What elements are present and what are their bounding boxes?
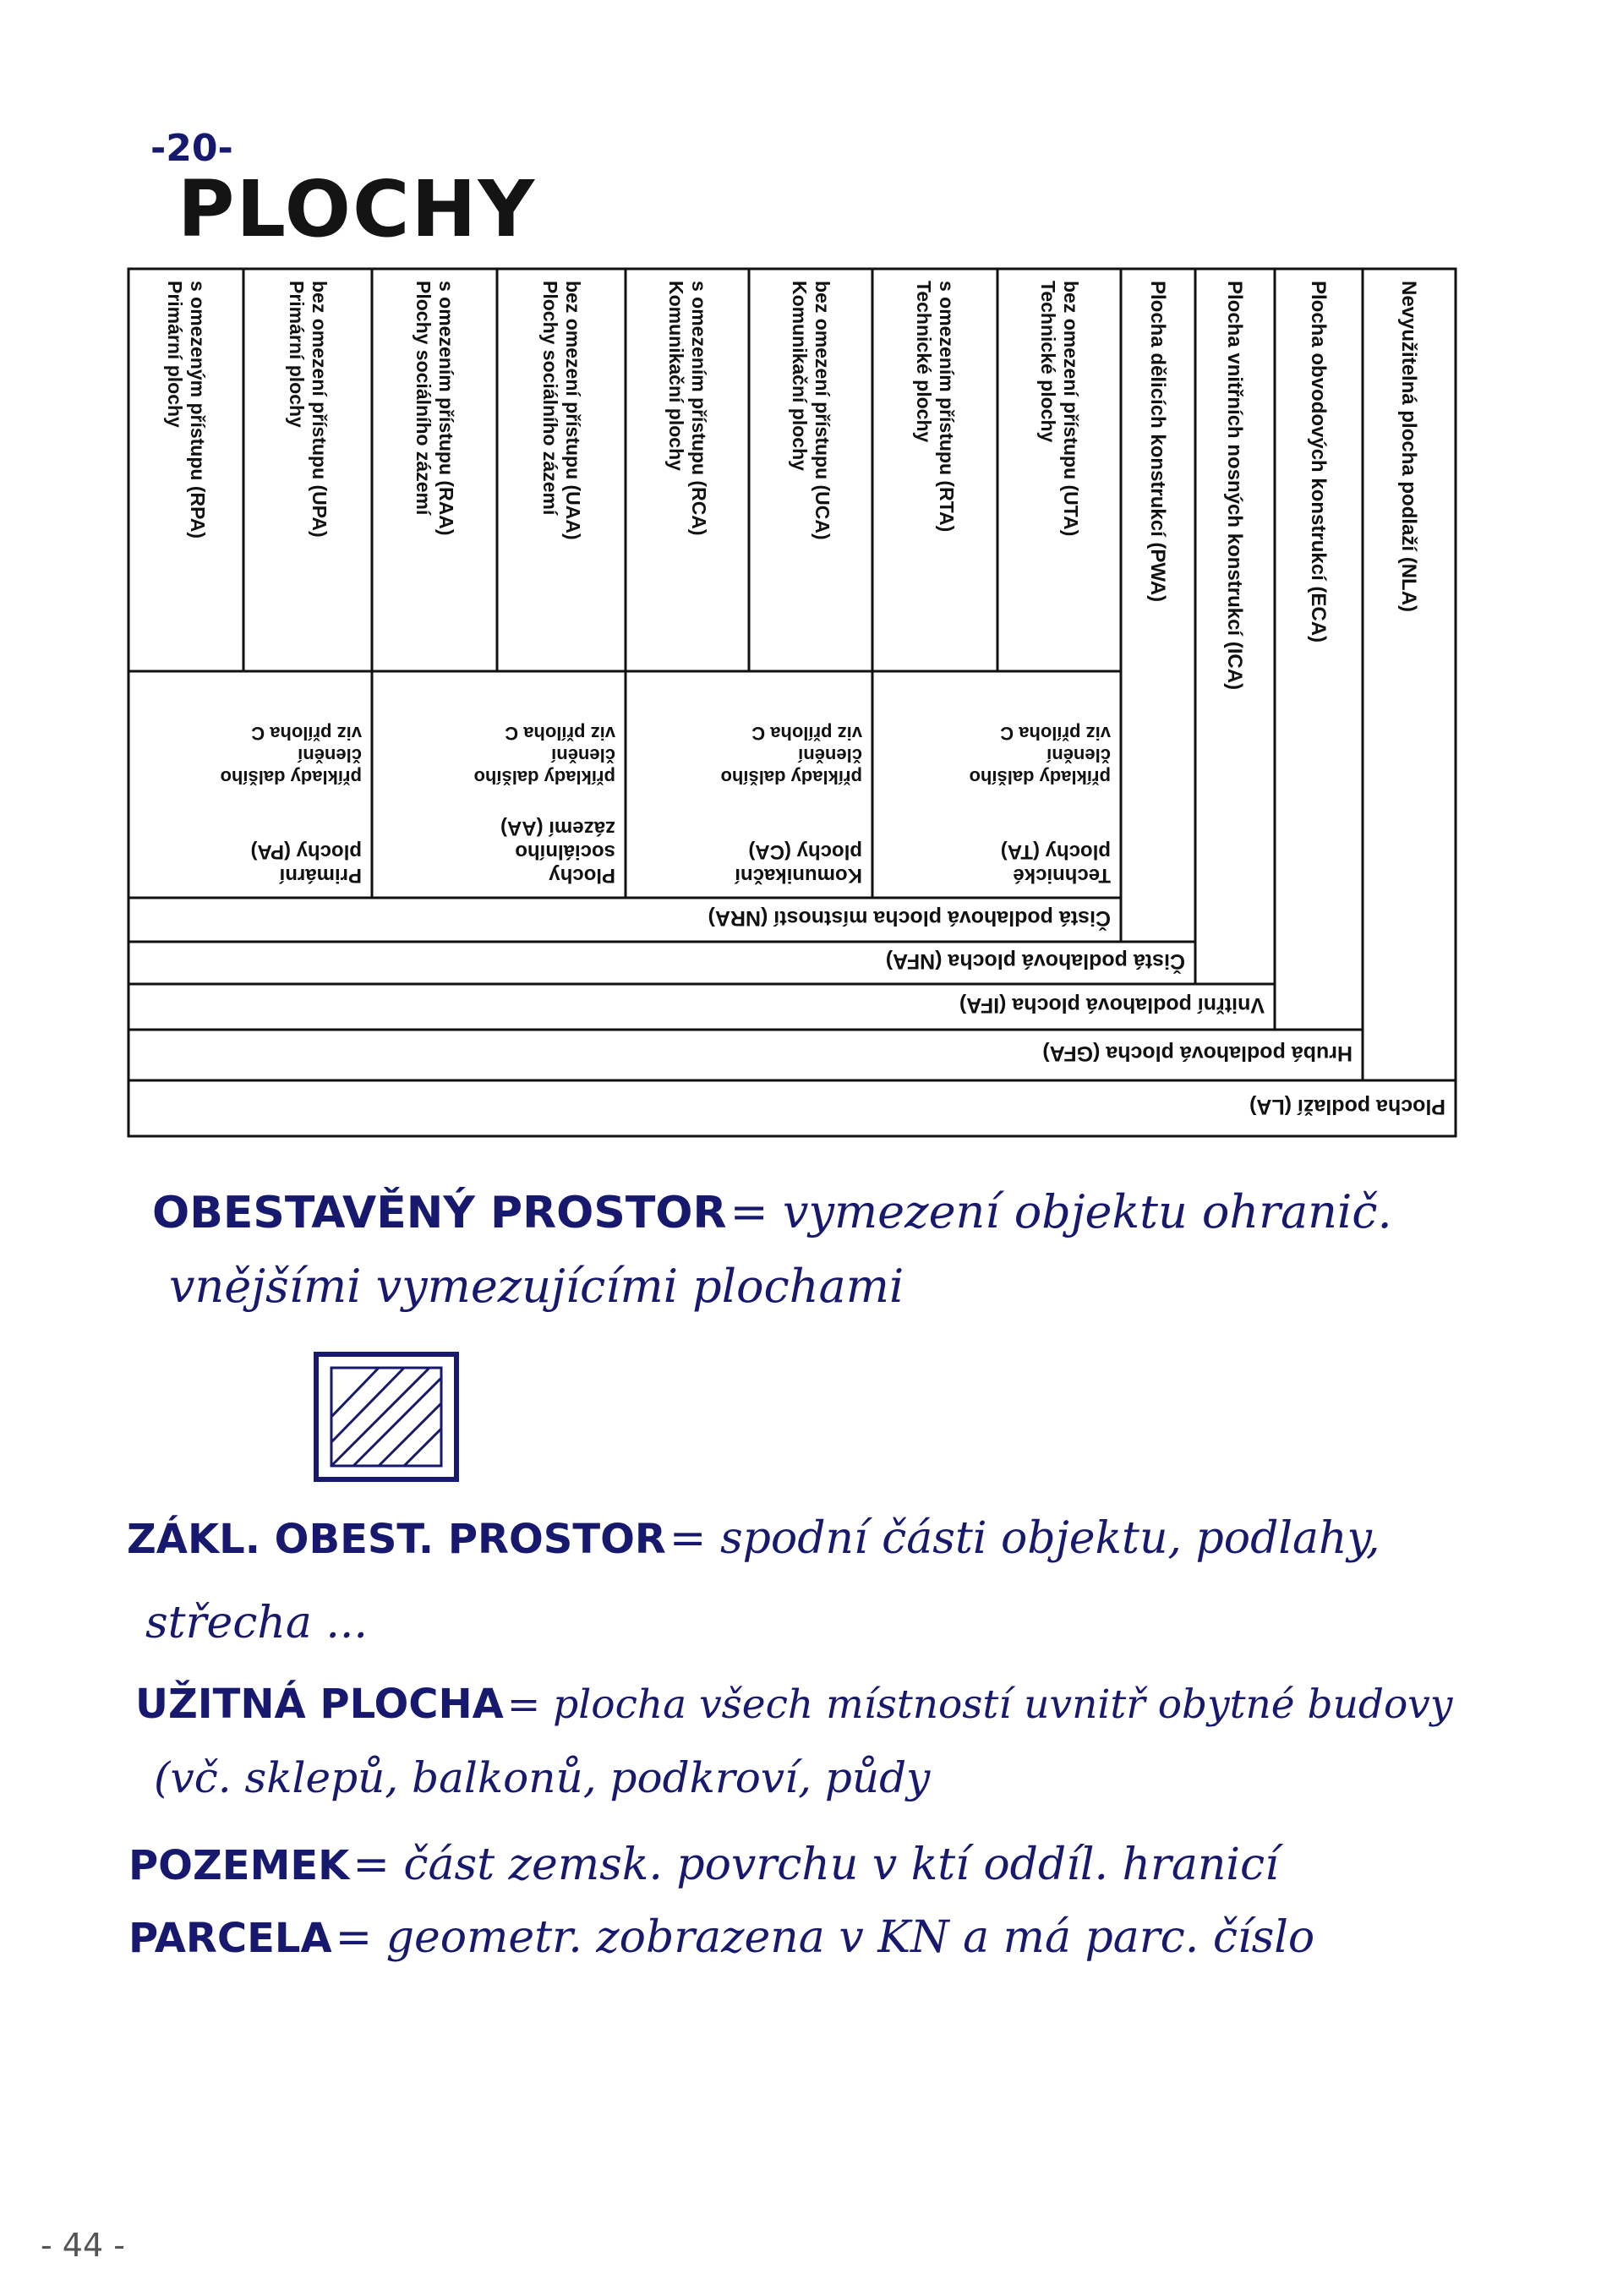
group-note-text: příklady dalšího [220, 767, 362, 788]
header-column-label [1146, 281, 1169, 602]
row-label-text: Plocha podlaží (LA) [1249, 1095, 1445, 1118]
header-text: Plochy sociálního zázemí [538, 281, 561, 516]
group-name-label [734, 840, 862, 887]
note-definition: = část zemsk. povrchu v ktí oddíl. hranicí [352, 1840, 1279, 1890]
header-text: Plocha dělicích konstrukcí (PWA) [1146, 281, 1169, 603]
group-name-text: Plochy [549, 864, 615, 887]
note-continuation: (vč. sklepů, balkonů, podkroví, půdy [154, 1753, 931, 1802]
row-label [886, 949, 1185, 975]
note-pozemek [128, 1840, 1279, 1890]
diagram-labels [164, 281, 1445, 1118]
group-name-label [500, 817, 615, 887]
header-text: Primární plochy [163, 281, 186, 428]
header-column-label [665, 281, 710, 536]
header-column-label [164, 281, 209, 538]
header-text: s omezením přístupu (RTA) [935, 281, 958, 533]
header-column-label [913, 281, 958, 532]
row-label [708, 906, 1111, 932]
note-continuation: střecha ... [145, 1598, 368, 1648]
note-uzitna-plocha [135, 1681, 1452, 1728]
note-obestaveny-prostor [152, 1185, 1392, 1238]
header-text: s omezeným přístupu (RPA) [186, 281, 209, 538]
note-parcela [128, 1912, 1314, 1963]
header-text: Komunikační plochy [664, 281, 687, 471]
group-note-text: příklady dalšího [720, 767, 862, 788]
group-note-text: viz příloha C [251, 723, 362, 744]
row-label-text: Čistá podlahová plocha místností (NRA) [708, 906, 1111, 930]
note-definition: = vymezení objektu ohranič. [730, 1185, 1392, 1238]
group-name-text: plochy (CA) [748, 840, 862, 863]
group-name-text: plochy (PA) [250, 840, 362, 863]
note-definition: = plocha všech místností uvnitř obytné budovy [506, 1681, 1453, 1728]
group-note-label [970, 723, 1112, 788]
row-label-text: Vnitřní podlahová plocha (IFA) [959, 993, 1265, 1017]
row-label-text: Čistá podlahová plocha (NFA) [885, 949, 1185, 973]
group-note-text: členění [298, 745, 362, 766]
group-name-text: plochy (TA) [1000, 840, 1111, 863]
note-term: UŽITNÁ PLOCHA [135, 1681, 504, 1728]
header-text: Technické plochy [1036, 281, 1059, 443]
group-name-label [1001, 840, 1111, 887]
page-index-mark: -20- [150, 127, 233, 170]
header-text: Plocha obvodových konstrukcí (ECA) [1307, 281, 1330, 643]
header-text: Nevyužitelná plocha podlaží (NLA) [1397, 281, 1420, 613]
row-label [1249, 1095, 1445, 1118]
header-column-label [1397, 281, 1420, 612]
header-text: Komunikační plochy [788, 281, 811, 471]
group-note-text: viz příloha C [1000, 723, 1111, 744]
group-note-label [474, 723, 616, 788]
header-column-label [286, 281, 331, 538]
note-definition: = geometr. zobrazena v KN a má parc. číslo [335, 1912, 1315, 1963]
group-note-text: viz příloha C [751, 723, 862, 744]
header-text: Technické plochy [912, 281, 935, 443]
group-note-text: členění [551, 745, 615, 766]
header-text: Plocha vnitřních nosných konstrukcí (ICA) [1223, 281, 1246, 691]
header-text: bez omezení přístupu (UPA) [308, 281, 331, 538]
page-number: - 44 - [41, 2227, 125, 2264]
header-text: bez omezení přístupu (UCA) [811, 281, 833, 540]
group-name-text: Primární [279, 864, 362, 887]
group-name-label [250, 840, 362, 887]
group-note-text: příklady dalšího [969, 767, 1111, 788]
note-term: PARCELA [128, 1915, 332, 1962]
header-column-label [539, 281, 584, 540]
row-label-text: Hrubá podlahová plocha (GFA) [1042, 1041, 1352, 1065]
group-name-text: zázemí (AA) [500, 817, 615, 839]
header-text: Plochy sociálního zázemí [412, 281, 434, 516]
header-text: Primární plochy [285, 281, 308, 428]
note-definition: = spodní části objektu, podlahy, [669, 1513, 1380, 1564]
header-text: bez omezení přístupu (UAA) [561, 281, 584, 540]
header-column-label [1307, 281, 1330, 642]
group-name-text: sociálního [515, 840, 615, 863]
group-note-label [221, 723, 363, 788]
row-label [959, 993, 1265, 1017]
header-text: s omezením přístupu (RAA) [434, 281, 457, 536]
group-note-text: členění [798, 745, 862, 766]
note-continuation: vnějšími vymezujícími plochami [169, 1260, 904, 1313]
note-term: ZÁKL. OBEST. PROSTOR [127, 1516, 666, 1563]
group-note-text: členění [1046, 745, 1111, 766]
hatched-square-sketch [311, 1349, 463, 1484]
note-term: POZEMEK [128, 1842, 350, 1889]
header-column-label [413, 281, 457, 536]
page-title: PLOCHY [178, 164, 537, 254]
group-note-label [721, 723, 863, 788]
group-name-text: Komunikační [735, 864, 862, 887]
group-note-text: příklady dalšího [473, 767, 615, 788]
header-text: s omezením přístupu (RCA) [687, 281, 710, 536]
header-column-label [1037, 281, 1082, 536]
note-term: OBESTAVĚNÝ PROSTOR [152, 1188, 727, 1238]
group-name-text: Technické [1013, 864, 1111, 887]
row-label [1042, 1041, 1352, 1065]
header-column-label [789, 281, 833, 540]
header-column-label [1223, 281, 1246, 690]
note-zakl-obest-prostor [127, 1513, 1380, 1564]
group-note-text: viz příloha C [505, 723, 615, 744]
header-text: bez omezení přístupu (UTA) [1059, 281, 1082, 537]
